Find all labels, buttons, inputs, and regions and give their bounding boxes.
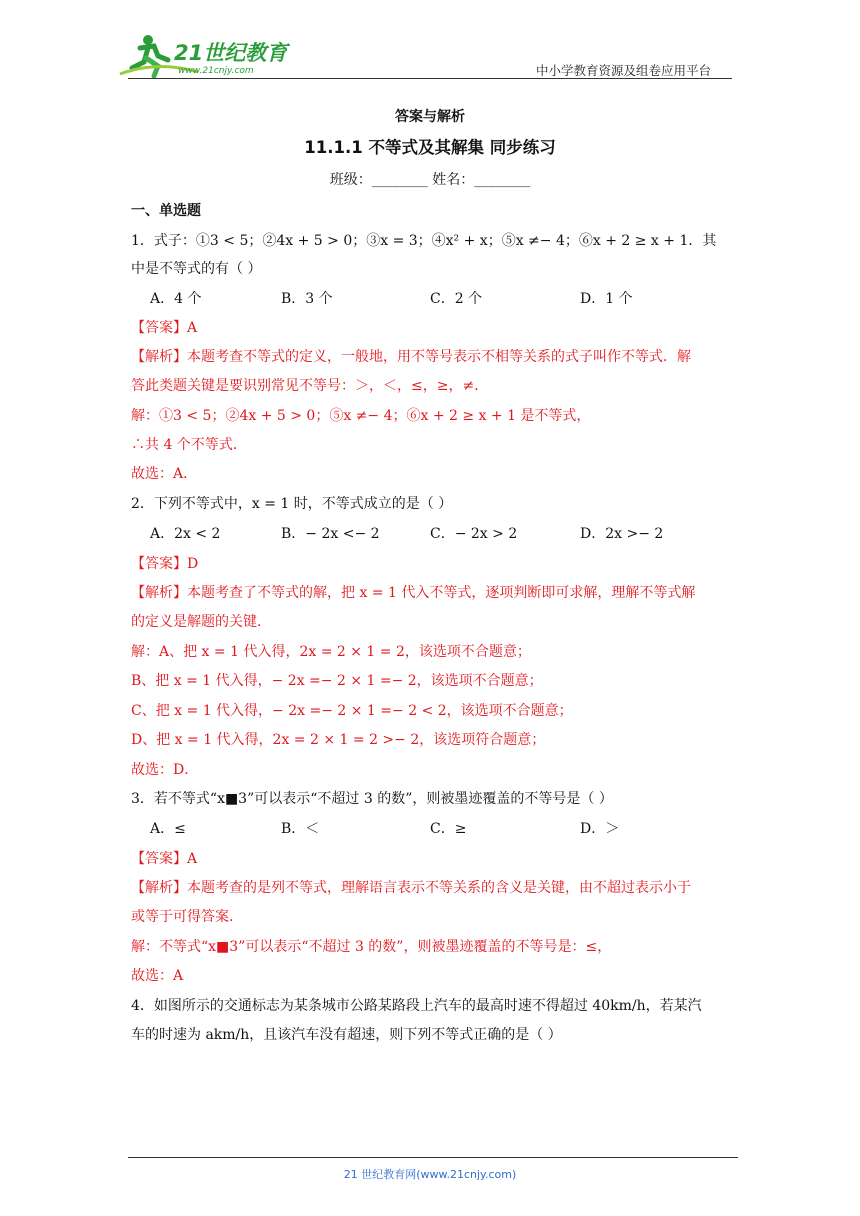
doc-heading: 答案与解析 <box>395 109 465 125</box>
q1-answer: 【答案】A <box>131 320 198 336</box>
footer-link[interactable]: 21 世纪教育网(www.21cnjy.com) <box>343 1168 517 1181</box>
section-heading: 一、单选题 <box>131 203 201 219</box>
logo-url: www.21cnjy.com <box>178 66 254 76</box>
q3-option-b: B．＜ <box>281 821 320 837</box>
q2-option-c: C．− 2x > 2 <box>430 526 518 542</box>
q3-solution-line2: 故选：A <box>131 968 184 984</box>
header-rule <box>128 78 732 79</box>
q2-solution-line3: C、把 x = 1 代入得，− 2x =− 2 × 1 =− 2 < 2，该选项不合题意； <box>131 703 573 719</box>
q2-option-b: B．− 2x <− 2 <box>281 526 380 542</box>
q2-solution-line2: B、把 x = 1 代入得，− 2x =− 2 × 1 =− 2，该选项不合题意； <box>131 673 543 689</box>
q2-stem: 2．下列不等式中，x = 1 时，不等式成立的是（ ） <box>131 496 453 512</box>
q1-option-a: A．4 个 <box>150 291 202 307</box>
q1-solution-line1: 解：①3 < 5；②4x + 5 > 0；⑤x ≠− 4；⑥x + 2 ≥ x + 1 是不等式， <box>131 408 591 424</box>
q2-solution-line1: 解：A、把 x = 1 代入得，2x = 2 × 1 = 2，该选项不合题意； <box>131 644 531 660</box>
q2-solution-line5: 故选：D． <box>131 762 199 778</box>
q3-option-d: D．＞ <box>580 821 620 837</box>
doc-title: 11.1.1 不等式及其解集 同步练习 <box>304 138 556 157</box>
q1-stem-line2: 中是不等式的有（ ） <box>131 261 262 277</box>
q3-option-c: C．≥ <box>430 821 467 837</box>
site-logo <box>118 30 293 80</box>
q1-analysis-line2: 答此类题关键是要识别常见不等号：＞，＜，≤，≥，≠． <box>131 378 489 394</box>
q1-option-d: D．1 个 <box>580 291 633 307</box>
q3-analysis-line1: 【解析】本题考查的是列不等式，理解语言表示不等关系的含义是关键，由不超过表示小于 <box>131 880 691 896</box>
q2-analysis-line1: 【解析】本题考查了不等式的解，把 x = 1 代入不等式，逐项判断即可求解，理解不等式解 <box>131 585 696 601</box>
q3-answer: 【答案】A <box>131 851 198 867</box>
logo-text: 21世纪教育 <box>174 41 288 65</box>
q2-option-a: A．2x < 2 <box>150 526 221 542</box>
q1-option-c: C．2 个 <box>430 291 483 307</box>
q1-analysis-line1: 【解析】本题考查不等式的定义，一般地，用不等号表示不相等关系的式子叫作不等式．解 <box>131 349 691 365</box>
q2-analysis-line2: 的定义是解题的关键． <box>131 614 271 630</box>
q2-solution-line4: D、把 x = 1 代入得，2x = 2 × 1 = 2 >− 2，该选项符合题意； <box>131 732 546 748</box>
q2-answer: 【答案】D <box>131 556 199 572</box>
q1-solution-line2: ∴共 4 个不等式． <box>131 437 247 453</box>
q4-stem-line1: 4．如图所示的交通标志为某条城市公路某路段上汽车的最高时速不得超过 40km/h，若某汽 <box>131 998 702 1014</box>
q3-solution-line1: 解：不等式“x■3”可以表示“不超过 3 的数”，则被墨迹覆盖的不等号是：≤， <box>131 939 612 955</box>
class-name-line: 班级：________ 姓名：________ <box>329 172 531 188</box>
q3-option-a: A．≤ <box>150 821 186 837</box>
q1-option-b: B．3 个 <box>281 291 333 307</box>
q4-stem-line2: 车的时速为 akm/h，且该汽车没有超速，则下列不等式正确的是（ ） <box>131 1027 562 1043</box>
q3-stem: 3．若不等式“x■3”可以表示“不超过 3 的数”，则被墨迹覆盖的不等号是（ ） <box>131 791 613 807</box>
q3-analysis-line2: 或等于可得答案． <box>131 909 243 925</box>
q2-option-d: D．2x >− 2 <box>580 526 664 542</box>
q1-stem-line1: 1．式子：①3 < 5；②4x + 5 > 0；③x = 3；④x² + x；⑤x ≠− 4；⑥x + 2 ≥ x + 1．其 <box>131 233 717 249</box>
q1-solution-line3: 故选：A． <box>131 466 198 482</box>
footer-rule <box>128 1157 738 1158</box>
platform-name: 中小学教育资源及组卷应用平台 <box>536 63 712 78</box>
